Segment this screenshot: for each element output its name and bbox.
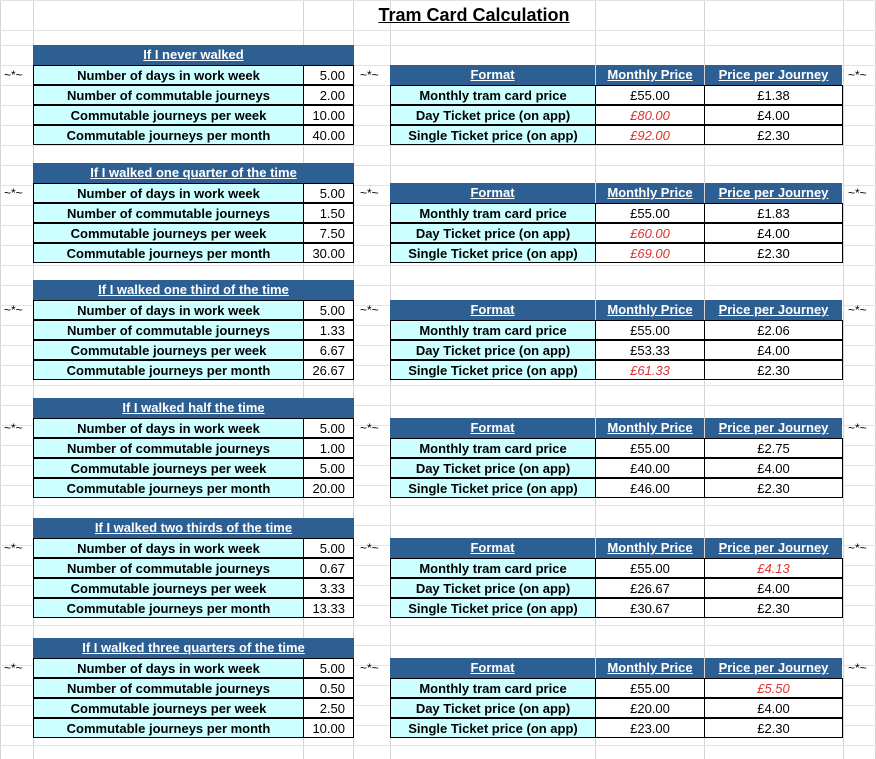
price-table-header: Monthly Price <box>596 418 704 438</box>
format-label: Monthly tram card price <box>390 320 596 340</box>
format-label: Day Ticket price (on app) <box>390 105 596 125</box>
metric-label: Commutable journeys per week <box>33 578 304 598</box>
metric-value: 0.67 <box>303 558 354 578</box>
monthly-price: £23.00 <box>595 718 705 738</box>
row-marker-right: ~*~ <box>848 303 867 317</box>
price-per-journey: £2.30 <box>704 243 843 263</box>
price-table-header: Price per Journey <box>705 300 842 320</box>
metric-value: 5.00 <box>303 538 354 558</box>
price-per-journey: £2.06 <box>704 320 843 340</box>
monthly-price: £55.00 <box>595 203 705 223</box>
format-label: Monthly tram card price <box>390 438 596 458</box>
metric-value: 5.00 <box>303 458 354 478</box>
monthly-price: £20.00 <box>595 698 705 718</box>
metric-label: Number of commutable journeys <box>33 558 304 578</box>
metric-label: Commutable journeys per month <box>33 360 304 380</box>
format-label: Single Ticket price (on app) <box>390 718 596 738</box>
monthly-price: £53.33 <box>595 340 705 360</box>
monthly-price: £30.67 <box>595 598 705 618</box>
metric-label: Number of days in work week <box>33 300 304 320</box>
metric-label: Commutable journeys per month <box>33 598 304 618</box>
price-per-journey: £4.00 <box>704 223 843 243</box>
price-table-header: Price per Journey <box>705 65 842 85</box>
row-marker-mid: ~*~ <box>360 303 379 317</box>
format-label: Monthly tram card price <box>390 203 596 223</box>
monthly-price: £55.00 <box>595 438 705 458</box>
price-table-header: Format <box>390 183 595 203</box>
section-title: If I walked three quarters of the time <box>33 638 354 658</box>
format-label: Monthly tram card price <box>390 85 596 105</box>
monthly-price: £55.00 <box>595 558 705 578</box>
price-table-header: Monthly Price <box>596 538 704 558</box>
metric-label: Number of days in work week <box>33 538 304 558</box>
format-label: Day Ticket price (on app) <box>390 340 596 360</box>
metric-label: Number of commutable journeys <box>33 438 304 458</box>
price-per-journey: £4.13 <box>704 558 843 578</box>
price-per-journey: £2.75 <box>704 438 843 458</box>
monthly-price: £46.00 <box>595 478 705 498</box>
format-label: Day Ticket price (on app) <box>390 458 596 478</box>
price-per-journey: £2.30 <box>704 478 843 498</box>
metric-label: Number of days in work week <box>33 183 304 203</box>
price-table-header: Price per Journey <box>705 658 842 678</box>
price-table-header: Format <box>390 538 595 558</box>
monthly-price: £92.00 <box>595 125 705 145</box>
metric-value: 5.00 <box>303 418 354 438</box>
row-marker-right: ~*~ <box>848 421 867 435</box>
metric-value: 6.67 <box>303 340 354 360</box>
row-marker-mid: ~*~ <box>360 541 379 555</box>
metric-value: 20.00 <box>303 478 354 498</box>
monthly-price: £80.00 <box>595 105 705 125</box>
price-table-header: Price per Journey <box>705 538 842 558</box>
row-marker-left: ~*~ <box>4 421 23 435</box>
metric-value: 30.00 <box>303 243 354 263</box>
format-label: Single Ticket price (on app) <box>390 478 596 498</box>
metric-label: Number of commutable journeys <box>33 85 304 105</box>
metric-value: 1.33 <box>303 320 354 340</box>
metric-label: Commutable journeys per month <box>33 478 304 498</box>
price-table-header: Price per Journey <box>705 418 842 438</box>
metric-label: Number of days in work week <box>33 65 304 85</box>
price-per-journey: £1.38 <box>704 85 843 105</box>
monthly-price: £61.33 <box>595 360 705 380</box>
price-table-header: Price per Journey <box>705 183 842 203</box>
metric-label: Commutable journeys per month <box>33 125 304 145</box>
price-table-header: Monthly Price <box>596 65 704 85</box>
metric-label: Commutable journeys per week <box>33 223 304 243</box>
price-per-journey: £2.30 <box>704 360 843 380</box>
metric-label: Number of commutable journeys <box>33 678 304 698</box>
monthly-price: £40.00 <box>595 458 705 478</box>
sheet-title: Tram Card Calculation <box>378 5 570 25</box>
format-label: Day Ticket price (on app) <box>390 698 596 718</box>
metric-label: Number of commutable journeys <box>33 320 304 340</box>
row-marker-mid: ~*~ <box>360 421 379 435</box>
row-marker-left: ~*~ <box>4 541 23 555</box>
metric-value: 5.00 <box>303 65 354 85</box>
section-title: If I walked half the time <box>33 398 354 418</box>
metric-label: Commutable journeys per month <box>33 243 304 263</box>
format-label: Monthly tram card price <box>390 558 596 578</box>
metric-value: 1.00 <box>303 438 354 458</box>
price-per-journey: £4.00 <box>704 578 843 598</box>
row-marker-mid: ~*~ <box>360 661 379 675</box>
metric-label: Commutable journeys per week <box>33 458 304 478</box>
monthly-price: £69.00 <box>595 243 705 263</box>
price-table-header: Format <box>390 65 595 85</box>
monthly-price: £60.00 <box>595 223 705 243</box>
metric-label: Number of days in work week <box>33 418 304 438</box>
row-marker-right: ~*~ <box>848 541 867 555</box>
price-per-journey: £4.00 <box>704 698 843 718</box>
metric-value: 2.50 <box>303 698 354 718</box>
metric-value: 3.33 <box>303 578 354 598</box>
metric-label: Number of commutable journeys <box>33 203 304 223</box>
format-label: Single Ticket price (on app) <box>390 360 596 380</box>
metric-label: Commutable journeys per week <box>33 105 304 125</box>
price-per-journey: £4.00 <box>704 340 843 360</box>
metric-value: 7.50 <box>303 223 354 243</box>
row-marker-right: ~*~ <box>848 68 867 82</box>
section-title: If I walked two thirds of the time <box>33 518 354 538</box>
metric-value: 5.00 <box>303 658 354 678</box>
section-title: If I walked one quarter of the time <box>33 163 354 183</box>
format-label: Single Ticket price (on app) <box>390 598 596 618</box>
section-title: If I walked one third of the time <box>33 280 354 300</box>
row-marker-right: ~*~ <box>848 661 867 675</box>
price-per-journey: £2.30 <box>704 598 843 618</box>
price-table-header: Monthly Price <box>596 300 704 320</box>
row-marker-left: ~*~ <box>4 186 23 200</box>
format-label: Single Ticket price (on app) <box>390 243 596 263</box>
metric-value: 2.00 <box>303 85 354 105</box>
price-per-journey: £4.00 <box>704 105 843 125</box>
row-marker-mid: ~*~ <box>360 68 379 82</box>
metric-value: 0.50 <box>303 678 354 698</box>
price-per-journey: £1.83 <box>704 203 843 223</box>
price-table-header: Format <box>390 418 595 438</box>
metric-value: 1.50 <box>303 203 354 223</box>
price-per-journey: £2.30 <box>704 718 843 738</box>
price-per-journey: £2.30 <box>704 125 843 145</box>
metric-label: Commutable journeys per week <box>33 698 304 718</box>
row-marker-left: ~*~ <box>4 68 23 82</box>
metric-value: 26.67 <box>303 360 354 380</box>
monthly-price: £55.00 <box>595 320 705 340</box>
price-table-header: Monthly Price <box>596 658 704 678</box>
metric-label: Commutable journeys per week <box>33 340 304 360</box>
row-marker-right: ~*~ <box>848 186 867 200</box>
metric-value: 40.00 <box>303 125 354 145</box>
price-per-journey: £4.00 <box>704 458 843 478</box>
price-per-journey: £5.50 <box>704 678 843 698</box>
price-table-header: Format <box>390 300 595 320</box>
metric-value: 10.00 <box>303 718 354 738</box>
section-title: If I never walked <box>33 45 354 65</box>
format-label: Day Ticket price (on app) <box>390 578 596 598</box>
price-table-header: Format <box>390 658 595 678</box>
format-label: Day Ticket price (on app) <box>390 223 596 243</box>
monthly-price: £26.67 <box>595 578 705 598</box>
monthly-price: £55.00 <box>595 85 705 105</box>
metric-label: Commutable journeys per month <box>33 718 304 738</box>
metric-label: Number of days in work week <box>33 658 304 678</box>
metric-value: 10.00 <box>303 105 354 125</box>
metric-value: 5.00 <box>303 300 354 320</box>
format-label: Single Ticket price (on app) <box>390 125 596 145</box>
metric-value: 5.00 <box>303 183 354 203</box>
format-label: Monthly tram card price <box>390 678 596 698</box>
row-marker-left: ~*~ <box>4 661 23 675</box>
monthly-price: £55.00 <box>595 678 705 698</box>
row-marker-mid: ~*~ <box>360 186 379 200</box>
price-table-header: Monthly Price <box>596 183 704 203</box>
row-marker-left: ~*~ <box>4 303 23 317</box>
metric-value: 13.33 <box>303 598 354 618</box>
